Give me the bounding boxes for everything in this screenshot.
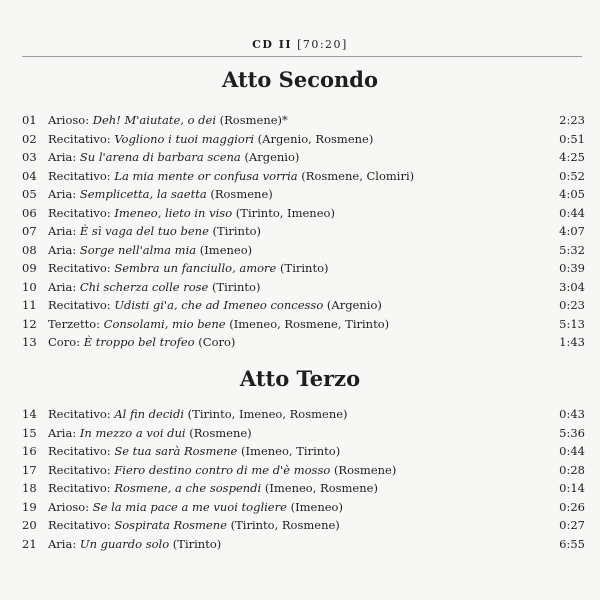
- track-type: Aria:: [48, 536, 77, 551]
- track-type: Terzetto:: [48, 316, 100, 331]
- track-type: Recitativo:: [48, 481, 111, 495]
- track-number: 20: [22, 518, 37, 532]
- track-description: [48, 315, 545, 334]
- track-duration: 0:43: [559, 407, 585, 421]
- cd-header: [0, 38, 600, 51]
- track-number: 12: [22, 316, 37, 331]
- track-number: 08: [22, 242, 37, 257]
- track-title: Consolami, mio bene: [103, 316, 226, 331]
- track-row: [22, 241, 585, 260]
- track-cast: (Tirinto, Rosmene): [230, 518, 340, 532]
- track-row: [22, 516, 585, 535]
- track-description: [48, 333, 545, 352]
- track-duration: 4:05: [559, 187, 585, 201]
- track-type: Recitativo:: [48, 444, 111, 458]
- track-duration: 0:28: [559, 462, 585, 477]
- track-duration: 0:39: [559, 261, 585, 275]
- track-duration: 3:04: [559, 279, 585, 294]
- track-cast: (Tirinto): [212, 224, 261, 238]
- track-duration: 4:25: [559, 150, 585, 164]
- track-description: [48, 498, 545, 517]
- track-number: 04: [22, 168, 37, 183]
- track-number: 15: [22, 425, 37, 440]
- track-type: Aria:: [48, 150, 77, 164]
- track-row: [22, 204, 585, 223]
- track-row: [22, 167, 585, 186]
- track-list-terzo: [22, 405, 585, 553]
- track-type: Aria:: [48, 242, 77, 257]
- track-description: [48, 424, 545, 443]
- track-type: Recitativo:: [48, 462, 111, 477]
- track-type: Recitativo:: [48, 261, 111, 275]
- track-row: [22, 296, 585, 315]
- track-description: [48, 259, 545, 278]
- track-row: [22, 405, 585, 424]
- track-duration: 5:32: [559, 242, 585, 257]
- track-description: [48, 405, 545, 424]
- track-description: [48, 278, 545, 297]
- cd-label: CD II: [252, 38, 293, 51]
- track-description: [48, 222, 545, 241]
- track-duration: 0:27: [559, 518, 585, 532]
- track-cast: (Argenio): [244, 150, 300, 164]
- track-cast: (Imeneo, Rosmene): [264, 481, 378, 495]
- track-duration: 5:36: [559, 425, 585, 440]
- track-type: Recitativo:: [48, 298, 111, 312]
- track-title: Imeneo, lieto in viso: [114, 205, 233, 220]
- track-type: Arioso:: [48, 499, 90, 514]
- track-row: [22, 461, 585, 480]
- track-cast: (Argenio): [326, 298, 382, 312]
- track-cast: (Tirinto): [280, 261, 329, 275]
- track-title: La mia mente or confusa vorria: [114, 168, 298, 183]
- track-title: Semplicetta, la saetta: [79, 187, 207, 201]
- track-type: Aria:: [48, 425, 77, 440]
- track-title: Sembra un fanciullo, amore: [114, 261, 277, 275]
- track-row: [22, 130, 585, 149]
- track-title: In mezzo a voi dui: [79, 425, 186, 440]
- track-row: [22, 442, 585, 461]
- track-duration: 0:23: [559, 298, 585, 312]
- track-type: Coro:: [48, 335, 81, 349]
- track-description: [48, 479, 545, 498]
- track-duration: 0:14: [559, 481, 585, 495]
- track-number: 01: [22, 113, 37, 127]
- track-description: [48, 296, 545, 315]
- track-title: Rosmene, a che sospendi: [114, 481, 262, 495]
- track-cast: (Coro): [198, 335, 236, 349]
- track-title: Sorge nell'alma mia: [79, 242, 197, 257]
- track-cast: (Imeneo, Tirinto): [241, 444, 341, 458]
- track-number: 17: [22, 462, 37, 477]
- track-title: Vogliono i tuoi maggiori: [114, 131, 254, 146]
- track-description: [48, 442, 545, 461]
- track-description: [48, 148, 545, 167]
- track-number: 10: [22, 279, 37, 294]
- track-duration: 2:23: [559, 113, 585, 127]
- track-title: Deh! M'aiutate, o dei: [92, 113, 216, 127]
- track-title: Se tua sarà Rosmene: [114, 444, 238, 458]
- track-duration: 0:44: [559, 205, 585, 220]
- track-title: Al fin decidi: [114, 407, 185, 421]
- track-row: [22, 185, 585, 204]
- track-title: È troppo bel trofeo: [83, 335, 195, 349]
- track-title: Se la mia pace a me vuoi togliere: [92, 499, 287, 514]
- track-number: 07: [22, 224, 37, 238]
- track-type: Aria:: [48, 279, 77, 294]
- track-type: Recitativo:: [48, 518, 111, 532]
- track-description: [48, 535, 545, 554]
- track-title: Udisti gi'a, che ad Imeneo concesso: [114, 298, 324, 312]
- track-type: Recitativo:: [48, 131, 111, 146]
- track-row: [22, 259, 585, 278]
- track-duration: 0:52: [559, 168, 585, 183]
- track-row: [22, 424, 585, 443]
- track-number: 11: [22, 298, 37, 312]
- track-description: [48, 167, 545, 186]
- track-cast: (Rosmene): [189, 425, 252, 440]
- track-number: 16: [22, 444, 37, 458]
- track-description: [48, 516, 545, 535]
- track-duration: 0:51: [559, 131, 585, 146]
- track-number: 19: [22, 499, 37, 514]
- track-duration: 6:55: [559, 536, 585, 551]
- track-row: [22, 535, 585, 554]
- track-type: Recitativo:: [48, 205, 111, 220]
- track-list-secondo: [22, 111, 585, 352]
- track-cast: (Rosmene): [333, 462, 397, 477]
- track-row: [22, 111, 585, 130]
- track-cast: (Rosmene): [210, 187, 273, 201]
- track-description: [48, 185, 545, 204]
- track-cast: (Imeneo, Rosmene, Tirinto): [229, 316, 390, 331]
- track-cast: (Argenio, Rosmene): [257, 131, 374, 146]
- track-cast: (Tirinto, Imeneo): [235, 205, 335, 220]
- track-title: Su l'arena di barbara scena: [79, 150, 241, 164]
- track-title: Sospirata Rosmene: [114, 518, 227, 532]
- track-number: 21: [22, 536, 37, 551]
- track-row: [22, 148, 585, 167]
- track-number: 06: [22, 205, 37, 220]
- track-description: [48, 111, 545, 130]
- track-description: [48, 204, 545, 223]
- track-duration: 1:43: [559, 335, 585, 349]
- track-type: Arioso:: [48, 113, 90, 127]
- track-cast: (Tirinto): [172, 536, 222, 551]
- track-cast: (Rosmene, Clomiri): [301, 168, 415, 183]
- track-cast: (Imeneo): [199, 242, 253, 257]
- track-duration: 0:26: [559, 499, 585, 514]
- track-duration: 5:13: [559, 316, 585, 331]
- track-cast: (Imeneo): [290, 499, 343, 514]
- track-row: [22, 333, 585, 352]
- track-duration: 0:44: [559, 444, 585, 458]
- track-type: Aria:: [48, 187, 77, 201]
- track-number: 02: [22, 131, 37, 146]
- track-description: [48, 461, 545, 480]
- track-title: Fiero destino contro di me d'è mosso: [114, 462, 331, 477]
- track-title: È sì vaga del tuo bene: [79, 224, 209, 238]
- track-number: 05: [22, 187, 37, 201]
- act-title-secondo: Atto Secondo: [222, 67, 378, 92]
- track-type: Recitativo:: [48, 168, 111, 183]
- cd-duration: [70:20]: [297, 38, 348, 51]
- track-number: 18: [22, 481, 37, 495]
- track-row: [22, 222, 585, 241]
- track-cast: (Rosmene)*: [219, 113, 288, 127]
- track-type: Aria:: [48, 224, 77, 238]
- track-row: [22, 498, 585, 517]
- track-row: [22, 315, 585, 334]
- track-number: 03: [22, 150, 37, 164]
- track-title: Chi scherza colle rose: [79, 279, 209, 294]
- track-cast: (Tirinto, Imeneo, Rosmene): [187, 407, 348, 421]
- track-number: 09: [22, 261, 37, 275]
- track-type: Recitativo:: [48, 407, 111, 421]
- track-title: Un guardo solo: [79, 536, 170, 551]
- track-cast: (Tirinto): [212, 279, 261, 294]
- track-number: 14: [22, 407, 37, 421]
- track-number: 13: [22, 335, 37, 349]
- track-description: [48, 130, 545, 149]
- track-row: [22, 278, 585, 297]
- header-rule: [22, 56, 582, 57]
- act-title-terzo: Atto Terzo: [239, 366, 361, 391]
- track-row: [22, 479, 585, 498]
- track-description: [48, 241, 545, 260]
- track-duration: 4:07: [559, 224, 585, 238]
